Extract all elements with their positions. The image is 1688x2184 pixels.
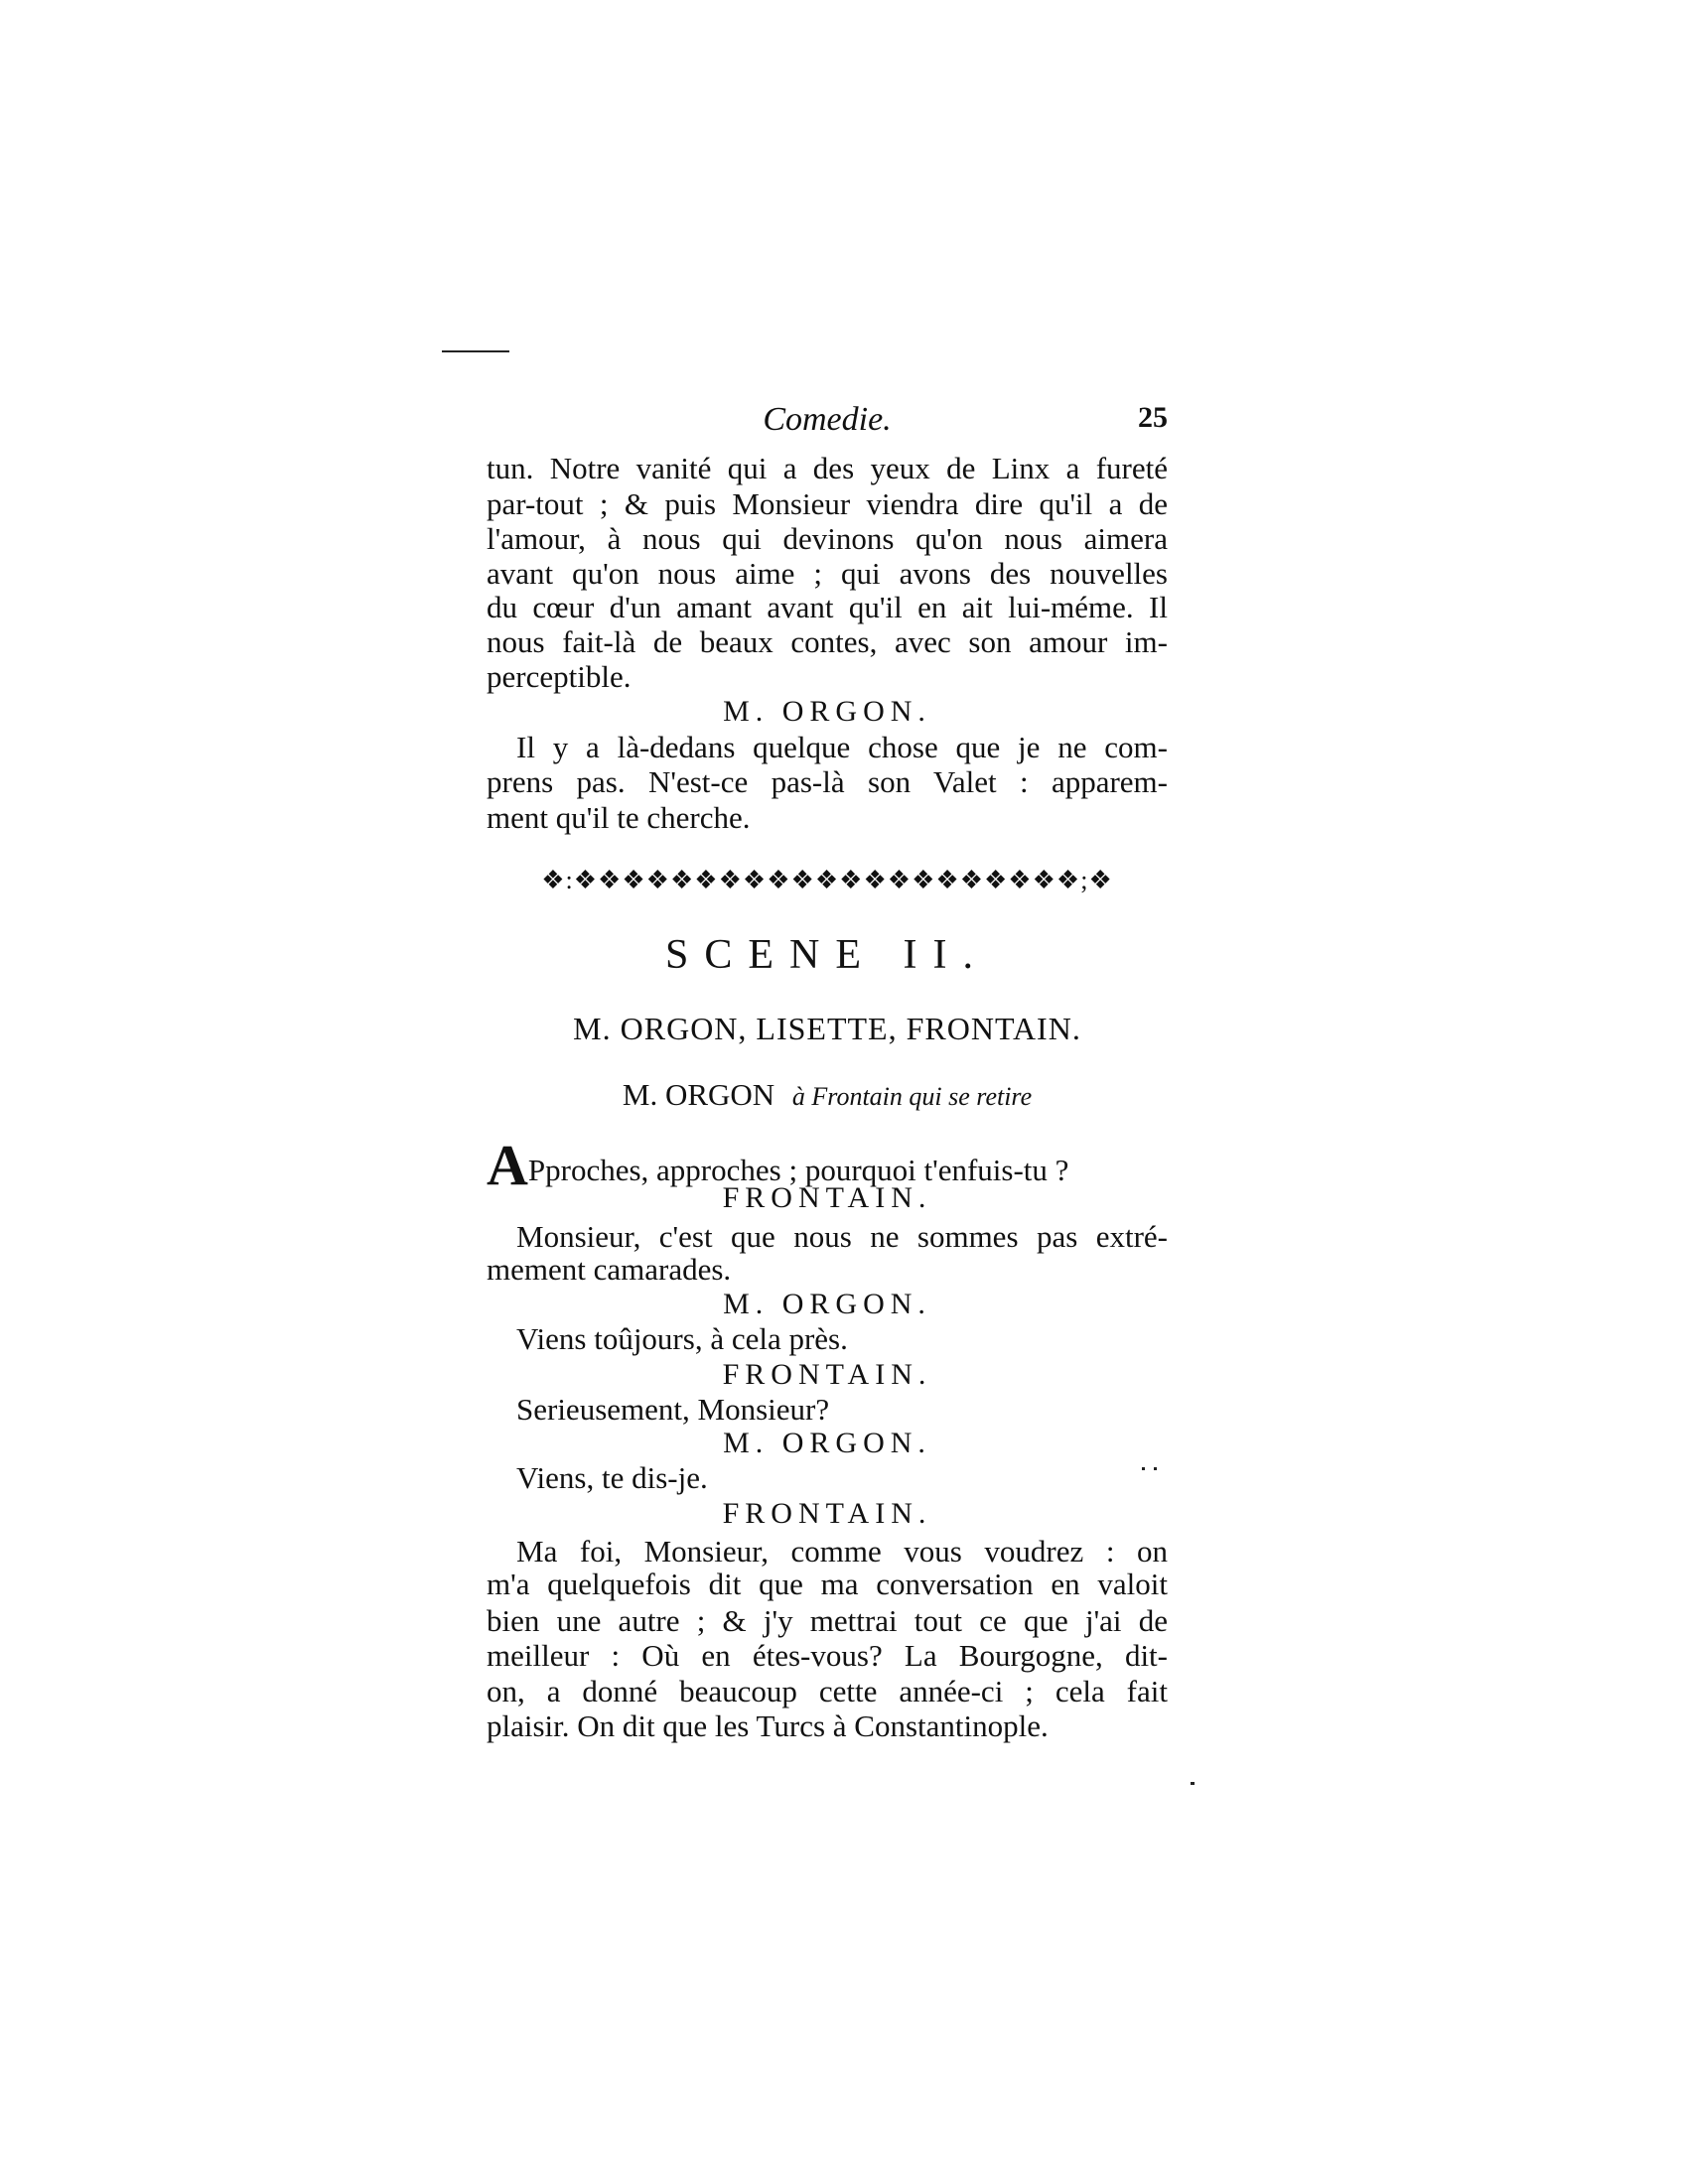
- text-line: nous fait-là de beaux contes, avec son amour im-: [487, 624, 1168, 659]
- text-line: Ma foi, Monsieur, comme vous voudrez : on: [516, 1534, 1168, 1569]
- stage-direction: à Frontain qui se retire: [791, 1082, 1033, 1111]
- ornament-border: ❖:❖❖❖❖❖❖❖❖❖❖❖❖❖❖❖❖❖❖❖❖❖;❖: [541, 866, 1113, 894]
- text-line: Il y a là-dedans quelque chose que je ne com-: [516, 730, 1168, 764]
- speaker-name: M. ORGON.: [723, 695, 931, 728]
- stage-speaker: M. ORGON: [622, 1077, 775, 1112]
- text-line: plaisir. On dit que les Turcs à Constantinople.: [487, 1708, 1049, 1743]
- text-line: on, a donné beaucoup cette année-ci ; cela fait: [487, 1674, 1168, 1708]
- stray-mark: [442, 350, 509, 352]
- text-line: avant qu'on nous aime ; qui avons des nouvelles: [487, 556, 1168, 591]
- text-line: bien une autre ; & j'y mettrai tout ce que j'ai de: [487, 1603, 1168, 1638]
- text-line: m'a quelquefois dit que ma conversation en valoit: [487, 1567, 1168, 1601]
- text-line: Serieusement, Monsieur?: [516, 1392, 830, 1427]
- scene-title: SCENE II.: [665, 932, 989, 978]
- stray-mark: [1191, 1782, 1195, 1785]
- drop-cap: A: [487, 1133, 528, 1197]
- text-line: Viens toûjours, à cela près.: [516, 1321, 848, 1356]
- opening-text: Pproches, approches ; pourquoi t'enfuis-tu ?: [527, 1153, 1069, 1187]
- text-line: mement camarades.: [487, 1252, 732, 1287]
- stage-direction-line: [487, 1077, 1168, 1115]
- character-list: M. ORGON, LISETTE, FRONTAIN.: [573, 1011, 1081, 1046]
- text-line: du cœur d'un amant avant qu'il en ait lui-méme. Il: [487, 590, 1168, 624]
- text-line: perceptible.: [487, 659, 632, 694]
- speaker-name: FRONTAIN.: [722, 1181, 932, 1214]
- running-title: Comedie.: [763, 401, 892, 438]
- text-line: l'amour, à nous qui devinons qu'on nous aimera: [487, 521, 1168, 556]
- text-line: meilleur : Où en étes-vous? La Bourgogne, dit-: [487, 1638, 1168, 1673]
- text-line: prens pas. N'est-ce pas-là son Valet : apparem-: [487, 764, 1168, 799]
- speaker-name: FRONTAIN.: [722, 1497, 932, 1530]
- text-line: tun. Notre vanité qui a des yeux de Linx a fureté: [487, 451, 1168, 485]
- text-line: par-tout ; & puis Monsieur viendra dire qu'il a de: [487, 486, 1168, 521]
- speaker-name: FRONTAIN.: [722, 1358, 932, 1391]
- text-line: ment qu'il te cherche.: [487, 800, 751, 835]
- text-line: Viens, te dis-je.: [516, 1460, 708, 1495]
- page-number: 25: [1138, 401, 1168, 434]
- speaker-name: M. ORGON.: [723, 1288, 931, 1320]
- speaker-name: M. ORGON.: [723, 1427, 931, 1459]
- text-line: Monsieur, c'est que nous ne sommes pas extré-: [516, 1219, 1168, 1254]
